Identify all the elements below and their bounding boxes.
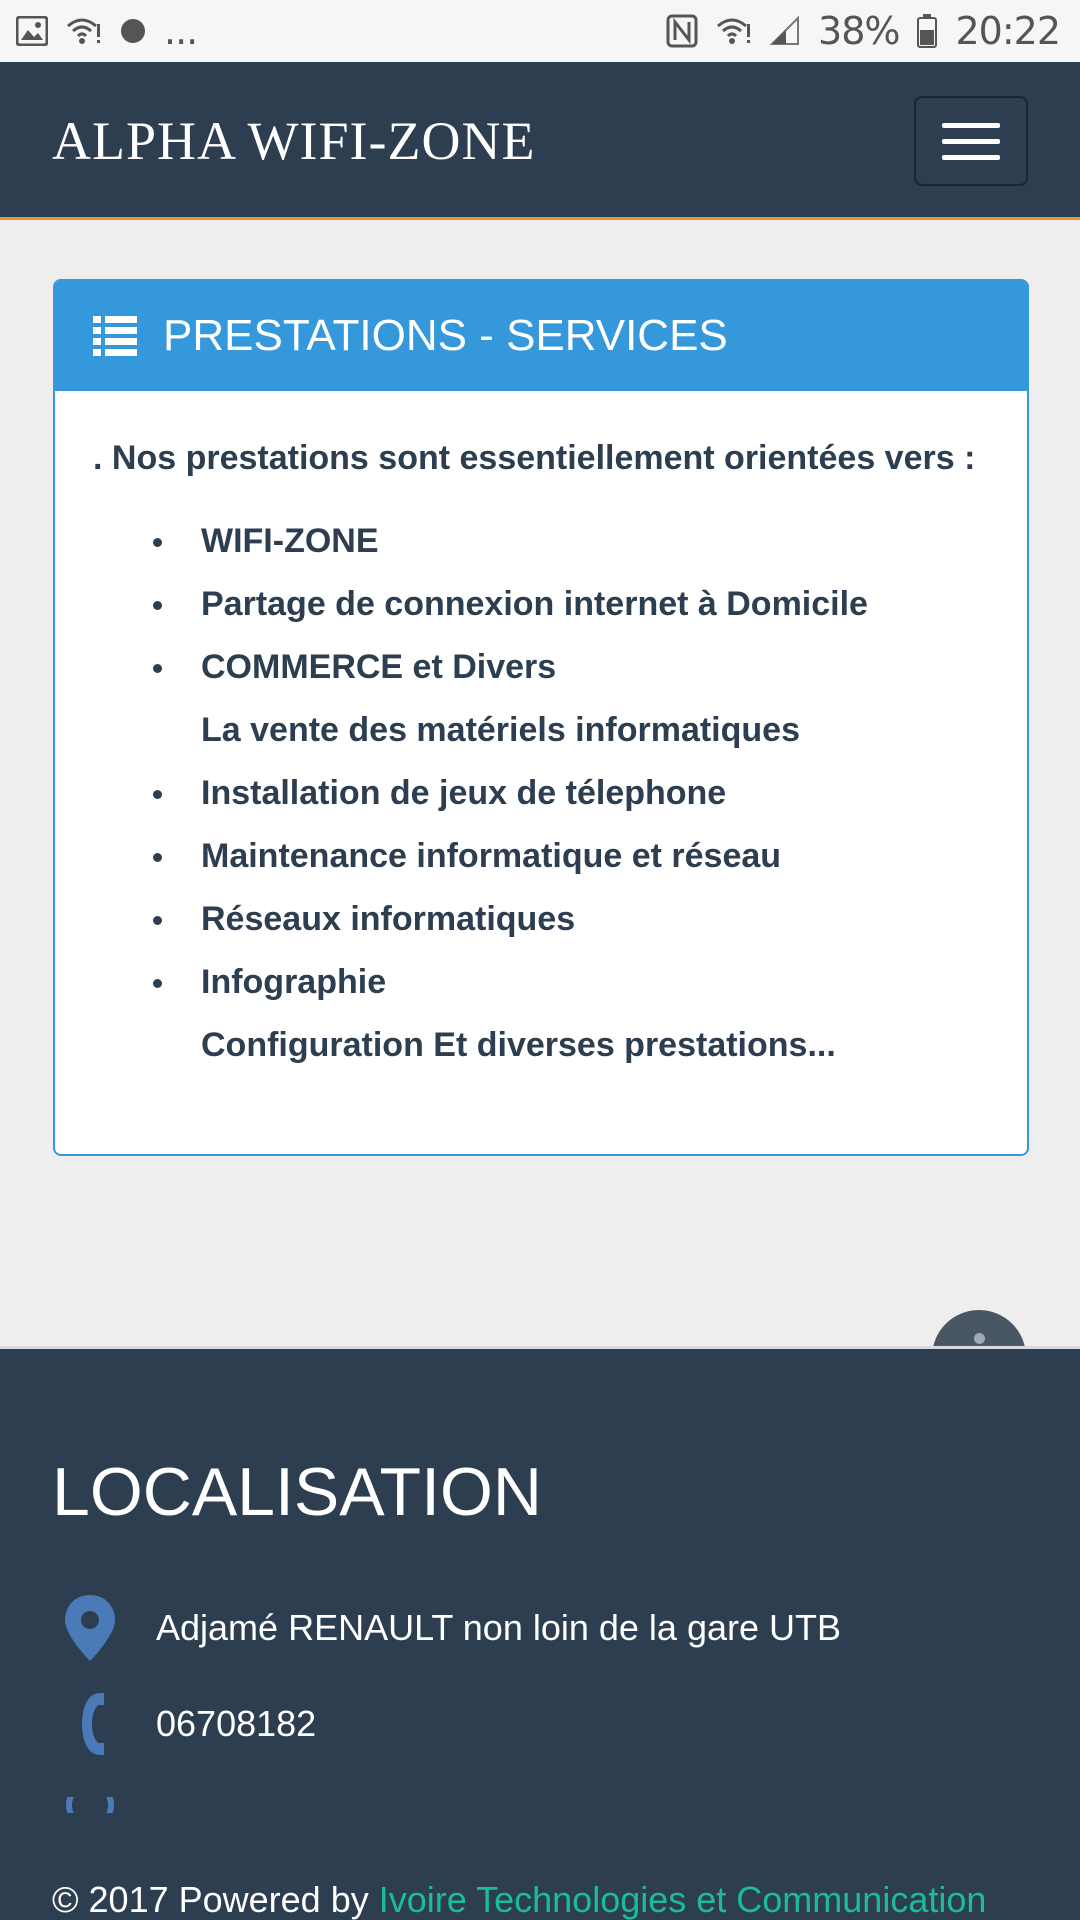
hamburger-icon-line-2 [942, 139, 1000, 144]
phone-icon [52, 1689, 128, 1759]
service-item: Configuration Et diverses prestations... [201, 1026, 836, 1064]
battery-percent: 38% [818, 9, 900, 53]
service-list [93, 510, 989, 1077]
service-item: La vente des matériels informatiques [201, 711, 800, 749]
panel-body [55, 391, 1027, 1077]
company-link[interactable]: Ivoire Technologies et Communication [378, 1879, 987, 1920]
list-icon [93, 316, 137, 356]
clock: 20:22 [955, 9, 1060, 53]
phone-number[interactable]: 06708182 [156, 1703, 317, 1744]
nfc-icon [666, 14, 698, 48]
service-item: Installation de jeux de télephone [153, 762, 989, 825]
copyright [52, 1879, 986, 1920]
email-row-partial [52, 1797, 156, 1813]
service-item: Infographie [153, 951, 989, 1014]
battery-icon [917, 14, 937, 48]
hamburger-icon-line-3 [942, 155, 1000, 160]
address-row [52, 1593, 841, 1663]
services-intro: . Nos prestations sont essentiellement orientées vers : [93, 439, 976, 477]
service-item: Réseaux informatiques [153, 888, 989, 951]
wifi-alert-icon [66, 16, 102, 46]
brand-title[interactable]: ALPHA WIFI-ZONE [52, 111, 536, 171]
map-marker-icon [52, 1593, 128, 1663]
localisation-title: LOCALISATION [52, 1454, 542, 1530]
image-icon [16, 16, 48, 46]
more-vertical-icon [974, 1333, 985, 1344]
dot-icon [120, 18, 146, 44]
service-item: Partage de connexion internet à Domicile [153, 573, 989, 636]
signal-icon [770, 16, 800, 46]
copyright-text: © 2017 Powered by [52, 1879, 379, 1920]
panel-heading [55, 281, 1027, 391]
email-icon [52, 1797, 128, 1813]
hamburger-icon [942, 123, 1000, 128]
status-bar-right [666, 9, 1060, 53]
navbar [0, 62, 1080, 220]
services-panel [53, 279, 1029, 1156]
wifi-icon [716, 16, 752, 46]
service-item: COMMERCE et Divers [153, 636, 989, 699]
footer [0, 1346, 1080, 1920]
menu-toggle-button[interactable] [914, 96, 1028, 186]
service-item: WIFI-ZONE [153, 510, 989, 573]
status-bar-left [16, 9, 197, 53]
panel-title: PRESTATIONS - SERVICES [163, 311, 728, 360]
address-text: Adjamé RENAULT non loin de la gare UTB [156, 1607, 842, 1648]
status-bar [0, 0, 1080, 62]
phone-row [52, 1689, 316, 1759]
more-notifications: ... [164, 9, 198, 53]
service-item: Maintenance informatique et réseau [153, 825, 989, 888]
